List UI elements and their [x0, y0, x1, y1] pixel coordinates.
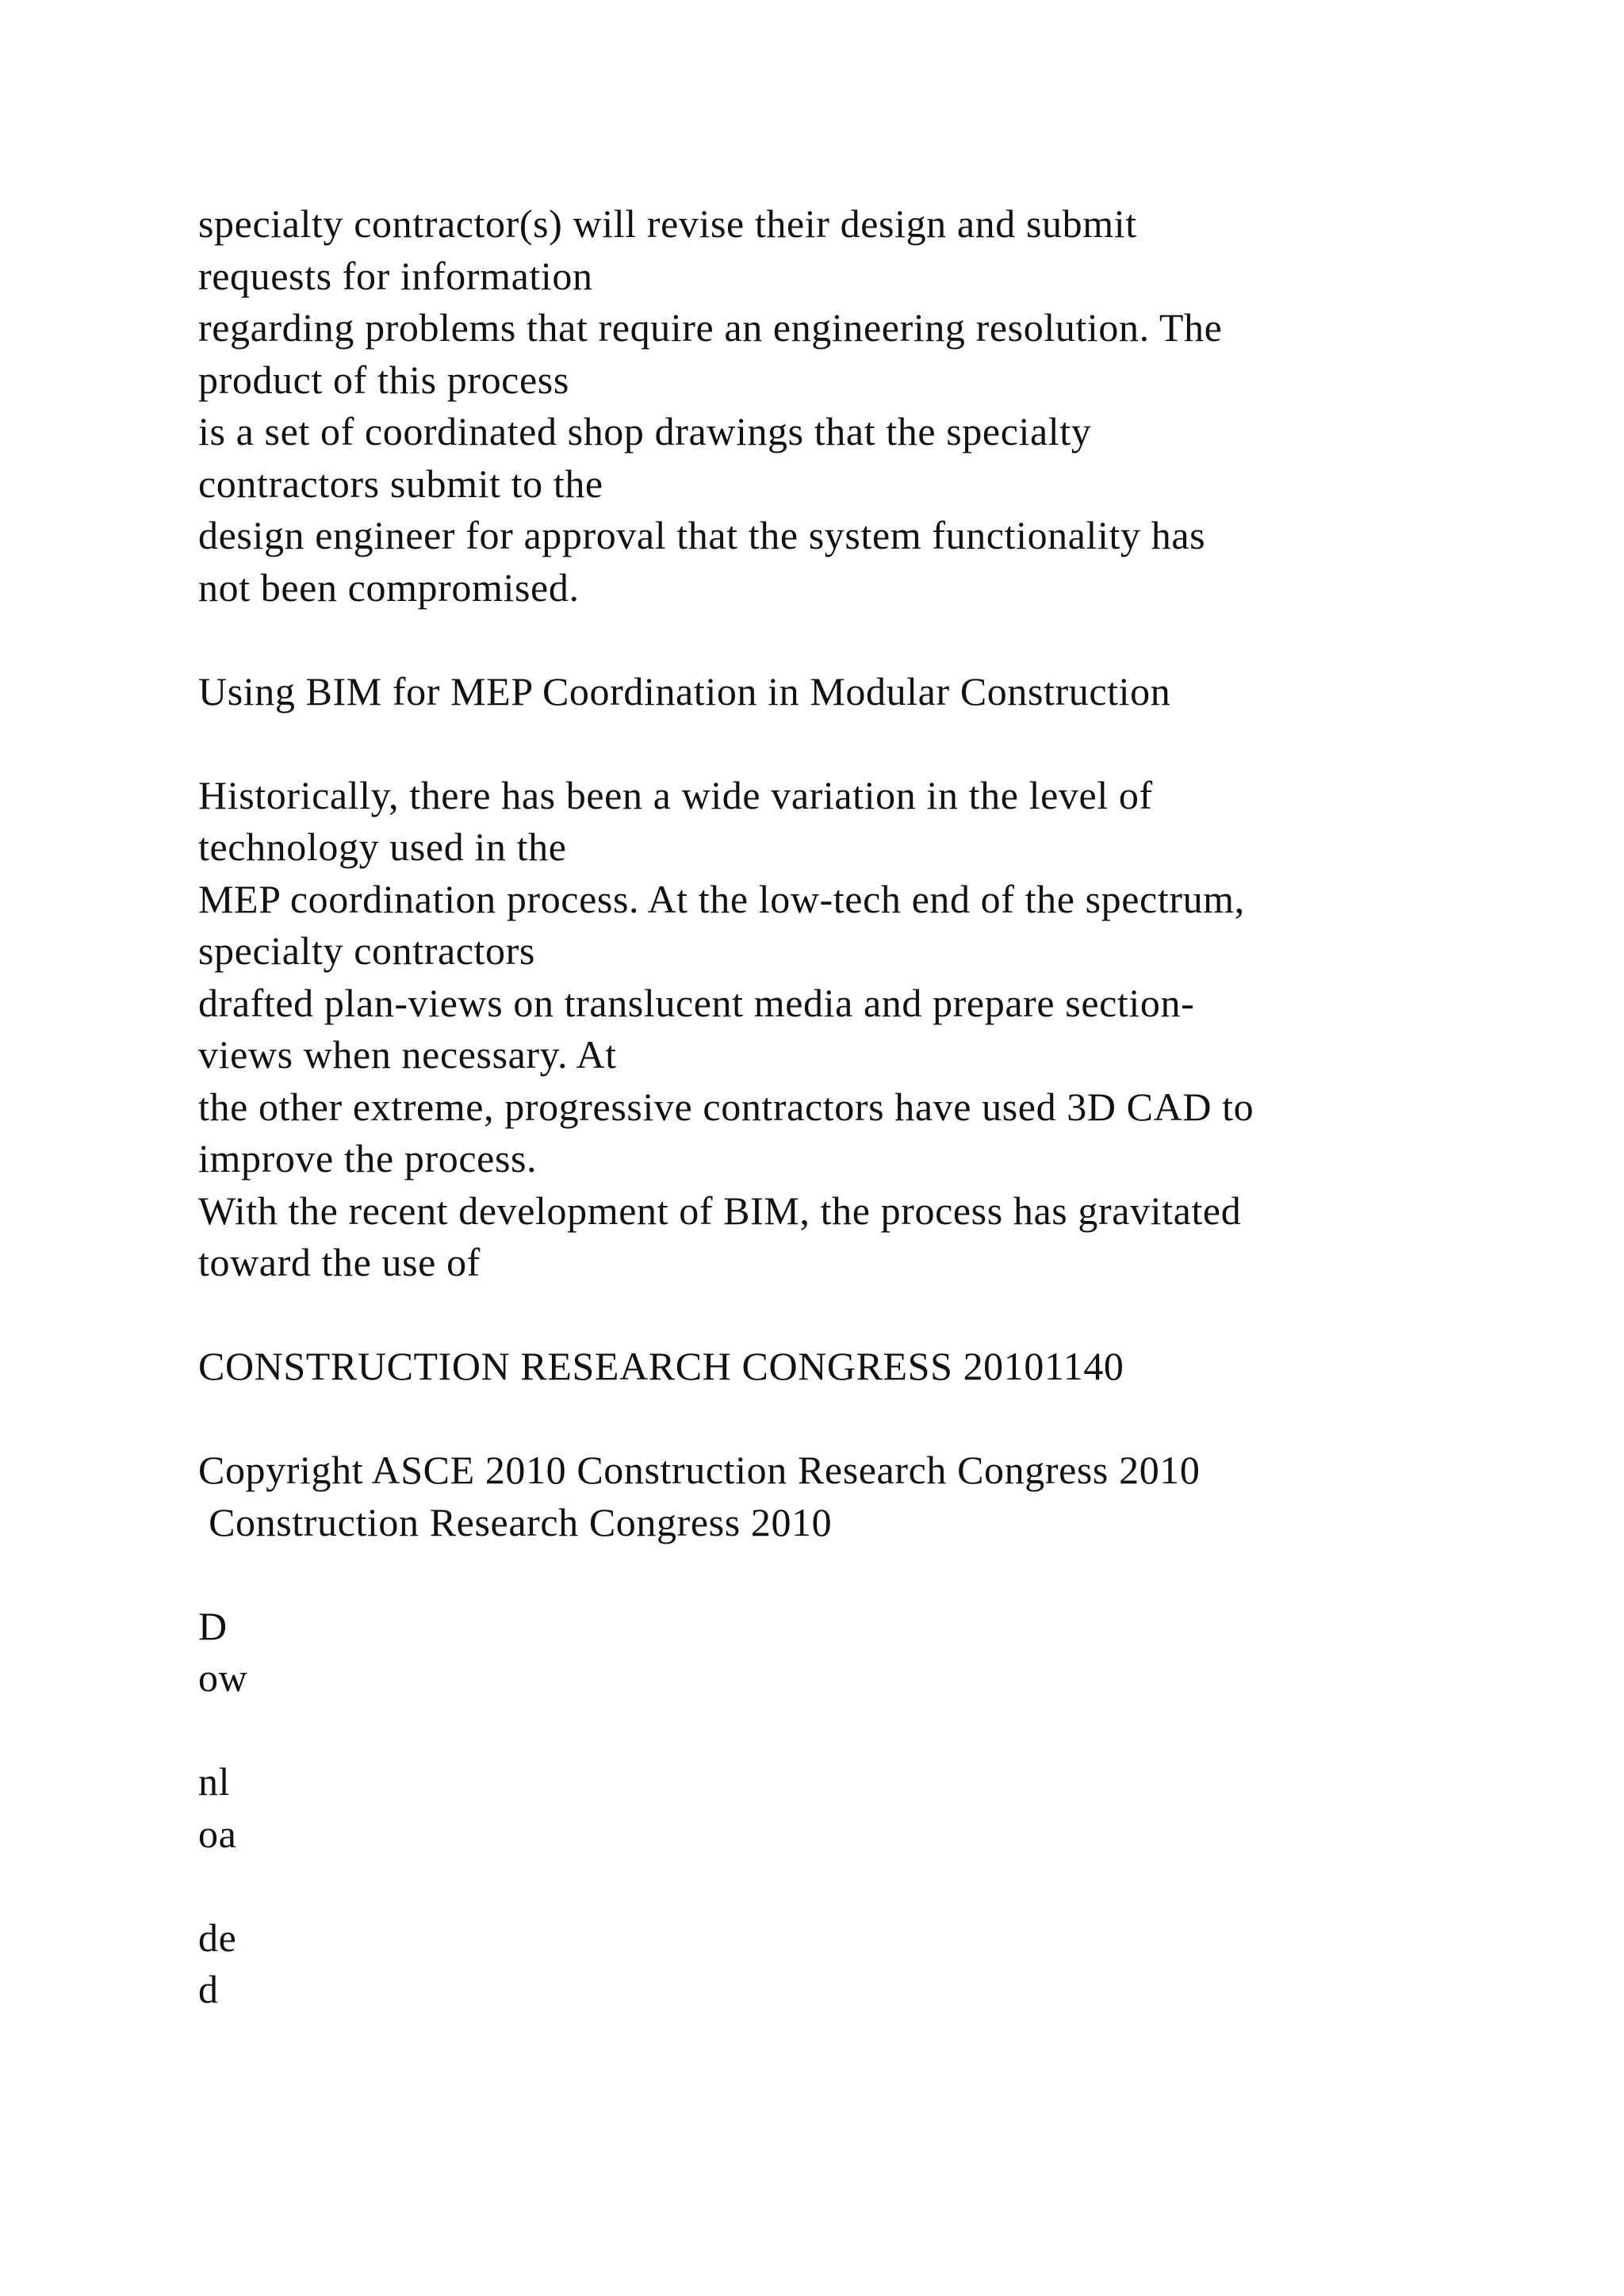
text-line: is a set of coordinated shop drawings that the specialty [198, 409, 1092, 453]
blank-line [198, 1705, 1546, 1757]
watermark-fragment: d [198, 1967, 219, 2011]
text-line: the other extreme, progressive contractors have used 3D CAD to [198, 1084, 1254, 1129]
blank-line [198, 614, 1546, 666]
text-line: With the recent development of BIM, the process has gravitated [198, 1188, 1242, 1233]
blank-line [198, 1289, 1546, 1341]
text-line: requests for information [198, 253, 593, 298]
copyright-notice [198, 1445, 1546, 1548]
watermark-fragment: oa [198, 1811, 237, 1856]
text-line: technology used in the [198, 825, 567, 869]
copyright-line: Construction Research Congress 2010 [198, 1499, 833, 1544]
text-line: toward the use of [198, 1240, 481, 1284]
blank-line [198, 1548, 1546, 1601]
document-body [198, 198, 1546, 2016]
blank-line [198, 1393, 1546, 1445]
running-header: CONSTRUCTION RESEARCH CONGRESS 20101140 [198, 1344, 1124, 1388]
copyright-line: Copyright ASCE 2010 Construction Research Congress 2010 [198, 1448, 1201, 1492]
watermark-fragment: ow [198, 1655, 248, 1700]
watermark-fragment: de [198, 1915, 237, 1960]
watermark-fragments [198, 1601, 1546, 2016]
text-line: design engineer for approval that the system functionality has [198, 513, 1206, 557]
text-line: contractors submit to the [198, 461, 603, 506]
text-line: drafted plan-views on translucent media and prepare section- [198, 980, 1195, 1025]
paragraph-coordination-process [198, 198, 1546, 614]
blank-line [198, 718, 1546, 770]
text-line: specialty contractors [198, 928, 535, 973]
section-heading: Using BIM for MEP Coordination in Modular Construction [198, 668, 1171, 714]
text-line: not been compromised. [198, 564, 580, 610]
paragraph-history [198, 770, 1546, 1289]
blank-line [198, 1860, 1546, 1912]
text-line: Historically, there has been a wide variation in the level of [198, 772, 1153, 817]
text-line: specialty contractor(s) will revise their design and submit [198, 201, 1137, 246]
text-line: regarding problems that require an engineering resolution. The [198, 305, 1223, 350]
watermark-fragment: D [198, 1603, 228, 1648]
watermark-fragment: nl [198, 1759, 231, 1804]
text-line: views when necessary. At [198, 1032, 617, 1077]
text-line: improve the process. [198, 1136, 538, 1181]
text-line: product of this process [198, 357, 569, 402]
text-line: MEP coordination process. At the low-tech end of the spectrum, [198, 876, 1245, 921]
